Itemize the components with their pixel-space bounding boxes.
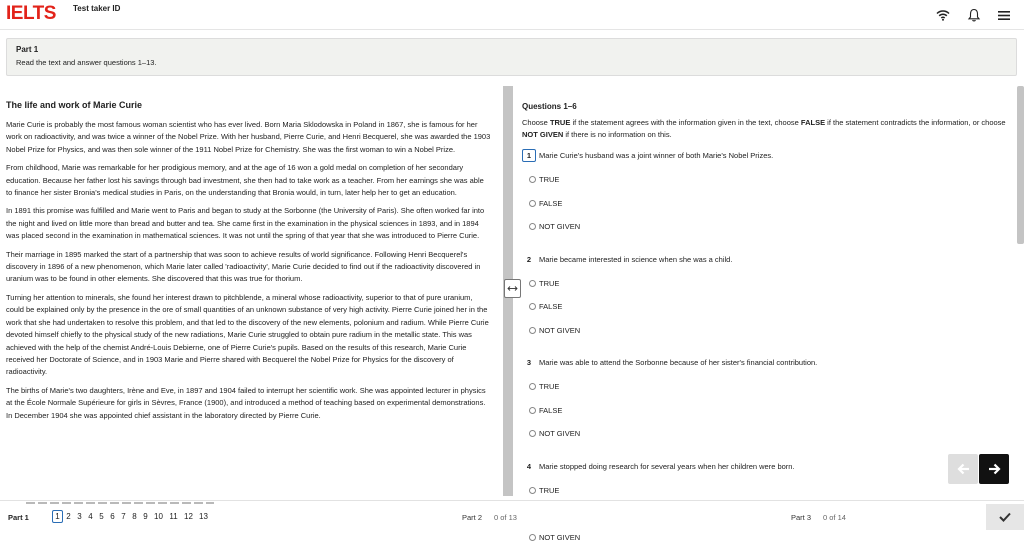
instruction-text: Choose <box>522 118 550 127</box>
next-button[interactable] <box>979 454 1009 484</box>
checkmark-icon <box>999 512 1011 522</box>
top-bar <box>0 0 1024 30</box>
option-false[interactable] <box>529 404 1014 416</box>
arrow-right-icon <box>988 463 1001 475</box>
option-label: FALSE <box>539 405 563 415</box>
instruction-not-given: NOT GIVEN <box>522 130 564 140</box>
question-1 <box>522 150 1014 162</box>
question-number: 2 <box>526 254 532 264</box>
ielts-logo: IELTS <box>6 3 56 24</box>
passage-paragraph: In 1891 this promise was fulfilled and Marie went to Paris and began to study at the Sorbonne (the University of Paris). She often worked far into the night and lived on little more than bread and butter and tea. She came first in the examination in the physical sciences in 1893, and in 1894 was placed second in the examination in mathematical sciences. It was not until the spring of that year that she was introduced to Pierre Curie. <box>6 206 485 241</box>
footer-part3-label[interactable]: Part 3 <box>791 513 812 522</box>
question-nav-9[interactable]: 9 <box>143 512 148 521</box>
question-nav-3[interactable]: 3 <box>77 512 82 521</box>
radio-button[interactable] <box>529 430 536 437</box>
option-not-given[interactable] <box>529 531 1014 543</box>
radio-button[interactable] <box>529 407 536 414</box>
bell-icon[interactable] <box>965 6 983 24</box>
question-nav-1[interactable]: 1 <box>52 510 63 523</box>
question-text: Marie stopped doing research for several years when her children were born. <box>539 461 795 471</box>
footer-part3-progress: 0 of 14 <box>823 513 846 522</box>
question-nav-5[interactable]: 5 <box>99 512 104 521</box>
passage-title: The life and work of Marie Curie <box>6 100 143 110</box>
question-text: Marie Curie's husband was a joint winner of both Marie's Nobel Prizes. <box>539 151 774 161</box>
passage-paragraph: Turning her attention to minerals, she found her interest drawn to pitchblende, a mineral whose radioactivity, superior to that of pure uranium, could be explained only by the presence in the ore of small quantities of an unknown substance of very high activity. Pierre Curie joined her in the work that she had undertaken to resolve this problem, and that led to the discovery of the new elements, polonium and radium. While Pierre Curie devoted himself chiefly to the physical study of the new radiations, Marie Curie struggled to obtain pure radium in the metallic state. This was achieved with the help of the chemist André-Louis Debierne, one of Pierre Curie's pupils. Based on the results of this research, Marie Curie received her Doctorate of Science, and in 1903 Marie and Pierre shared with Becquerel the Nobel Prize for Physics for the discovery of radioactivity. <box>6 292 489 377</box>
questions-scrollbar[interactable] <box>1017 86 1024 244</box>
radio-button[interactable] <box>529 487 536 494</box>
part-title: Part 1 <box>16 45 39 54</box>
questions-heading: Questions 1–6 <box>522 102 577 111</box>
arrow-left-icon <box>957 463 970 475</box>
footer-part2-progress: 0 of 13 <box>494 513 517 522</box>
option-not-given[interactable] <box>529 221 1014 233</box>
option-false[interactable] <box>529 197 1014 209</box>
option-true[interactable] <box>529 174 1014 186</box>
option-label: TRUE <box>539 175 560 185</box>
radio-button[interactable] <box>529 383 536 390</box>
option-true[interactable] <box>529 484 1014 496</box>
question-nav-7[interactable]: 7 <box>121 512 126 521</box>
test-taker-id: Test taker ID <box>73 4 121 13</box>
question-nav-4[interactable]: 4 <box>88 512 93 521</box>
question-nav-12[interactable]: 12 <box>184 512 193 521</box>
radio-button[interactable] <box>529 534 536 541</box>
question-number: 3 <box>526 358 532 368</box>
wifi-icon[interactable] <box>934 6 952 24</box>
instruction-text: if the statement contradicts the information, or choose <box>825 118 1006 127</box>
radio-button[interactable] <box>529 327 536 334</box>
question-nav-13[interactable]: 13 <box>199 512 208 521</box>
question-number: 4 <box>526 461 532 471</box>
question-text: Marie became interested in science when she was a child. <box>539 254 733 264</box>
option-not-given[interactable] <box>529 324 1014 336</box>
option-label: NOT GIVEN <box>539 325 581 335</box>
option-label: TRUE <box>539 485 560 495</box>
footer-part1-label[interactable]: Part 1 <box>8 513 29 522</box>
radio-button[interactable] <box>529 303 536 310</box>
question-2 <box>522 253 1014 265</box>
part-banner <box>6 38 1017 76</box>
question-3 <box>522 357 1014 369</box>
option-label: NOT GIVEN <box>539 532 581 542</box>
option-label: NOT GIVEN <box>539 429 581 439</box>
question-nav-11[interactable]: 11 <box>169 512 178 521</box>
passage-paragraph: The births of Marie's two daughters, Irène and Eve, in 1897 and 1904 failed to interrupt her scientific work. She was appointed lecturer in physics at the École Normale Supérieure for girls in Sèvres, France (1900), and introduced a method of teaching based on experimental demonstrations. In December 1904 she was appointed chief assistant in the laboratory directed by Pierre Curie. <box>6 385 486 420</box>
option-label: FALSE <box>539 302 563 312</box>
radio-button[interactable] <box>529 200 536 207</box>
option-label: NOT GIVEN <box>539 222 581 232</box>
passage-paragraph: Marie Curie is probably the most famous woman scientist who has ever lived. Born Maria Sklodowska in Poland in 1867, she is famous for her work on radioactivity, and was twice a winner of the Nobel Prize. With her husband, Pierre Curie, and Henri Becquerel, she was awarded the 1903 Nobel Prize for Physics, and was then sole winner of the 1911 Nobel Prize for Chemistry. She was the first woman to win a Nobel Prize. <box>6 120 491 154</box>
passage-paragraph: Their marriage in 1895 marked the start of a partnership that was soon to achieve results of world significance. Following Henri Becquerel's discovery in 1896 of a new phenomenon, which Marie later called 'radioactivity', Marie Curie decided to find out if the radioactivity discovered in uranium was to be found in other elements. She discovered that this was true for thorium. <box>6 249 481 284</box>
option-label: TRUE <box>539 278 560 288</box>
resize-arrows-icon[interactable] <box>504 279 521 298</box>
option-false[interactable] <box>529 301 1014 313</box>
question-nav-2[interactable]: 2 <box>66 512 71 521</box>
menu-icon[interactable] <box>995 6 1013 24</box>
part-instruction: Read the text and answer questions 1–13. <box>16 58 157 67</box>
instruction-false: FALSE <box>800 118 826 127</box>
option-label: FALSE <box>539 198 563 208</box>
instruction-text: if there is no information on this. <box>563 130 672 140</box>
question-number: 1 <box>522 149 536 162</box>
radio-button[interactable] <box>529 223 536 230</box>
radio-button[interactable] <box>529 176 536 183</box>
question-nav-10[interactable]: 10 <box>154 512 163 521</box>
option-true[interactable] <box>529 381 1014 393</box>
previous-button[interactable] <box>948 454 978 484</box>
question-nav-8[interactable]: 8 <box>132 512 137 521</box>
submit-button[interactable] <box>986 504 1024 530</box>
radio-button[interactable] <box>529 280 536 287</box>
footer-part2-label[interactable]: Part 2 <box>462 513 483 522</box>
question-text: Marie was able to attend the Sorbonne because of her sister's financial contribution. <box>539 358 818 368</box>
part1-question-numbers <box>52 510 211 523</box>
instruction-true: TRUE <box>549 118 571 127</box>
option-true[interactable] <box>529 277 1014 289</box>
instruction-text: if the statement agrees with the information given in the text, choose <box>570 118 801 127</box>
reading-passage-pane[interactable] <box>0 86 503 496</box>
option-label: TRUE <box>539 382 560 392</box>
questions-instruction <box>522 117 1014 142</box>
progress-dashes <box>26 502 214 504</box>
option-not-given[interactable] <box>529 428 1014 440</box>
question-nav-6[interactable]: 6 <box>110 512 115 521</box>
question-4 <box>522 460 1014 472</box>
passage-paragraph: From childhood, Marie was remarkable for her prodigious memory, and at the age of 16 won a gold medal on completion of her secondary education. Because her father lost his savings through bad investment, she then had to take work as a teacher. From her earnings she was able to finance her sister Bronia's medical studies in Paris, on the understanding that Bronia would, in turn, later help her to get an education. <box>6 163 484 198</box>
